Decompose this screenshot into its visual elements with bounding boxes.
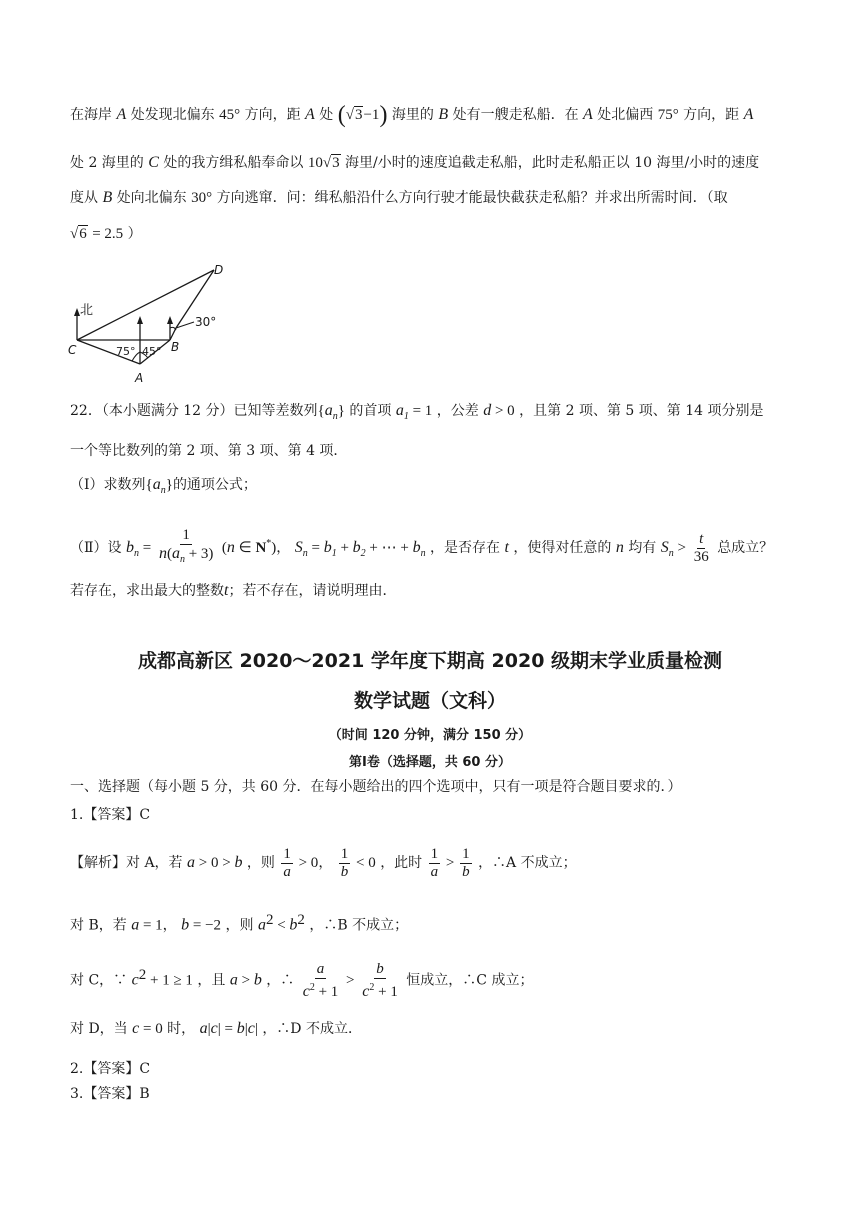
q22-line-1: 22．（本小题满分 12 分）已知等差数列$\{a_n\}$ 的首项 $a_1 = 1$ ，公差 d > 0 ，且第 2 项、第 5 项、第 14 项分别是: [70, 402, 764, 423]
q21-line-3: 度从 B 处向北偏东 30° 方向逃窜．问：缉私船沿什么方向行驶才能最快截获走私船？并求出所需时间．（取: [70, 189, 728, 206]
answer-2: 2.【答案】C: [70, 1061, 151, 1077]
label-angle-30: 30°: [195, 315, 217, 329]
answer-subtitle: 数学试题（文科）: [353, 690, 506, 712]
q21-line-4: √6 = 2.5 ）: [70, 226, 142, 242]
part-heading: 第Ⅰ卷（选择题，共 60 分）: [349, 755, 511, 770]
segment-cd: [77, 270, 217, 340]
answer-1: 1.【答案】C: [70, 807, 151, 823]
section-heading: 一、选择题（每小题 5 分，共 60 分．在每小题给出的四个选项中，只有一项是符合题目要求的．）: [70, 779, 682, 795]
q22-line-5: 若存在，求出最大的整数t；若不存在，请说明理由．: [70, 582, 397, 599]
q22-line-3: （Ⅰ）求数列$\{a_n\}$的通项公式；: [70, 476, 257, 497]
q21-line-1: 在海岸 A 处发现北偏东 45° 方向，距 A 处 (√3−1) 海里的 B 处有一艘走私船．在 A 处北偏西 75° 方向，距 A: [70, 102, 754, 128]
q22-line-2: 一个等比数列的第 2 项、第 3 项、第 4 项．: [70, 443, 348, 459]
q22-line-4: （Ⅱ）设 $b_n$ = $\frac{1}{n(a_n + 3)}$ (n ∈ N*)， $S_n = b_1 + b_2$ + ⋯ + $b_n$ ，是否存在 t ，使得对任意的 n 均有 $S_n$ > $\frac{t}{36}$ 总成立？: [70, 527, 774, 566]
label-point-a: A: [135, 371, 144, 385]
label-point-c: C: [68, 343, 77, 357]
q21-line-2: 处 2 海里的 C 处的我方缉私船奉命以 10√3 海里/小时的速度追截走私船，此时走私船正以 10 海里/小时的速度: [70, 154, 760, 171]
segment-bd: [170, 270, 217, 340]
analysis-b: 对 B，若 a = 1， b = −2 ，则 $a^2 < b^2$ ，∴B 不成立；: [70, 912, 409, 934]
label-angle-75: 75°: [116, 345, 136, 358]
analysis-a: 【解析】对 A，若 a > 0 > b ，则 $\frac{1}{a}$ > 0， $\frac{1}{b}$ < 0 ，此时 $\frac{1}{a}$ > $\frac{1}{b}$ ，∴A 不成立；: [70, 845, 577, 880]
exam-time: （时间 120 分钟，满分 150 分）: [328, 728, 532, 743]
navigation-diagram: [66, 262, 236, 390]
analysis-d: 对 D，当 c = 0 时， a|c| = b|c| ，∴D 不成立．: [70, 1020, 362, 1037]
answer-3: 3.【答案】B: [70, 1086, 150, 1102]
label-north: 北: [80, 303, 94, 318]
analysis-c: 对 C，∵ $c^2 + 1 \ge 1$ ，且 a > b ，∴ $\frac{a}{c^2 + 1}$ > $\frac{b}{c^2 + 1}$ 恒成立，∴C 成立；: [70, 960, 534, 1000]
answer-title: 成都高新区 2020～2021 学年度下期高 2020 级期末学业质量检测: [137, 650, 723, 672]
north-arrow-b-head: [167, 316, 173, 324]
label-point-d: D: [214, 263, 224, 277]
north-arrow-a-head: [137, 316, 143, 324]
label-point-b: B: [171, 340, 180, 354]
label-angle-45: 45°: [142, 345, 162, 358]
